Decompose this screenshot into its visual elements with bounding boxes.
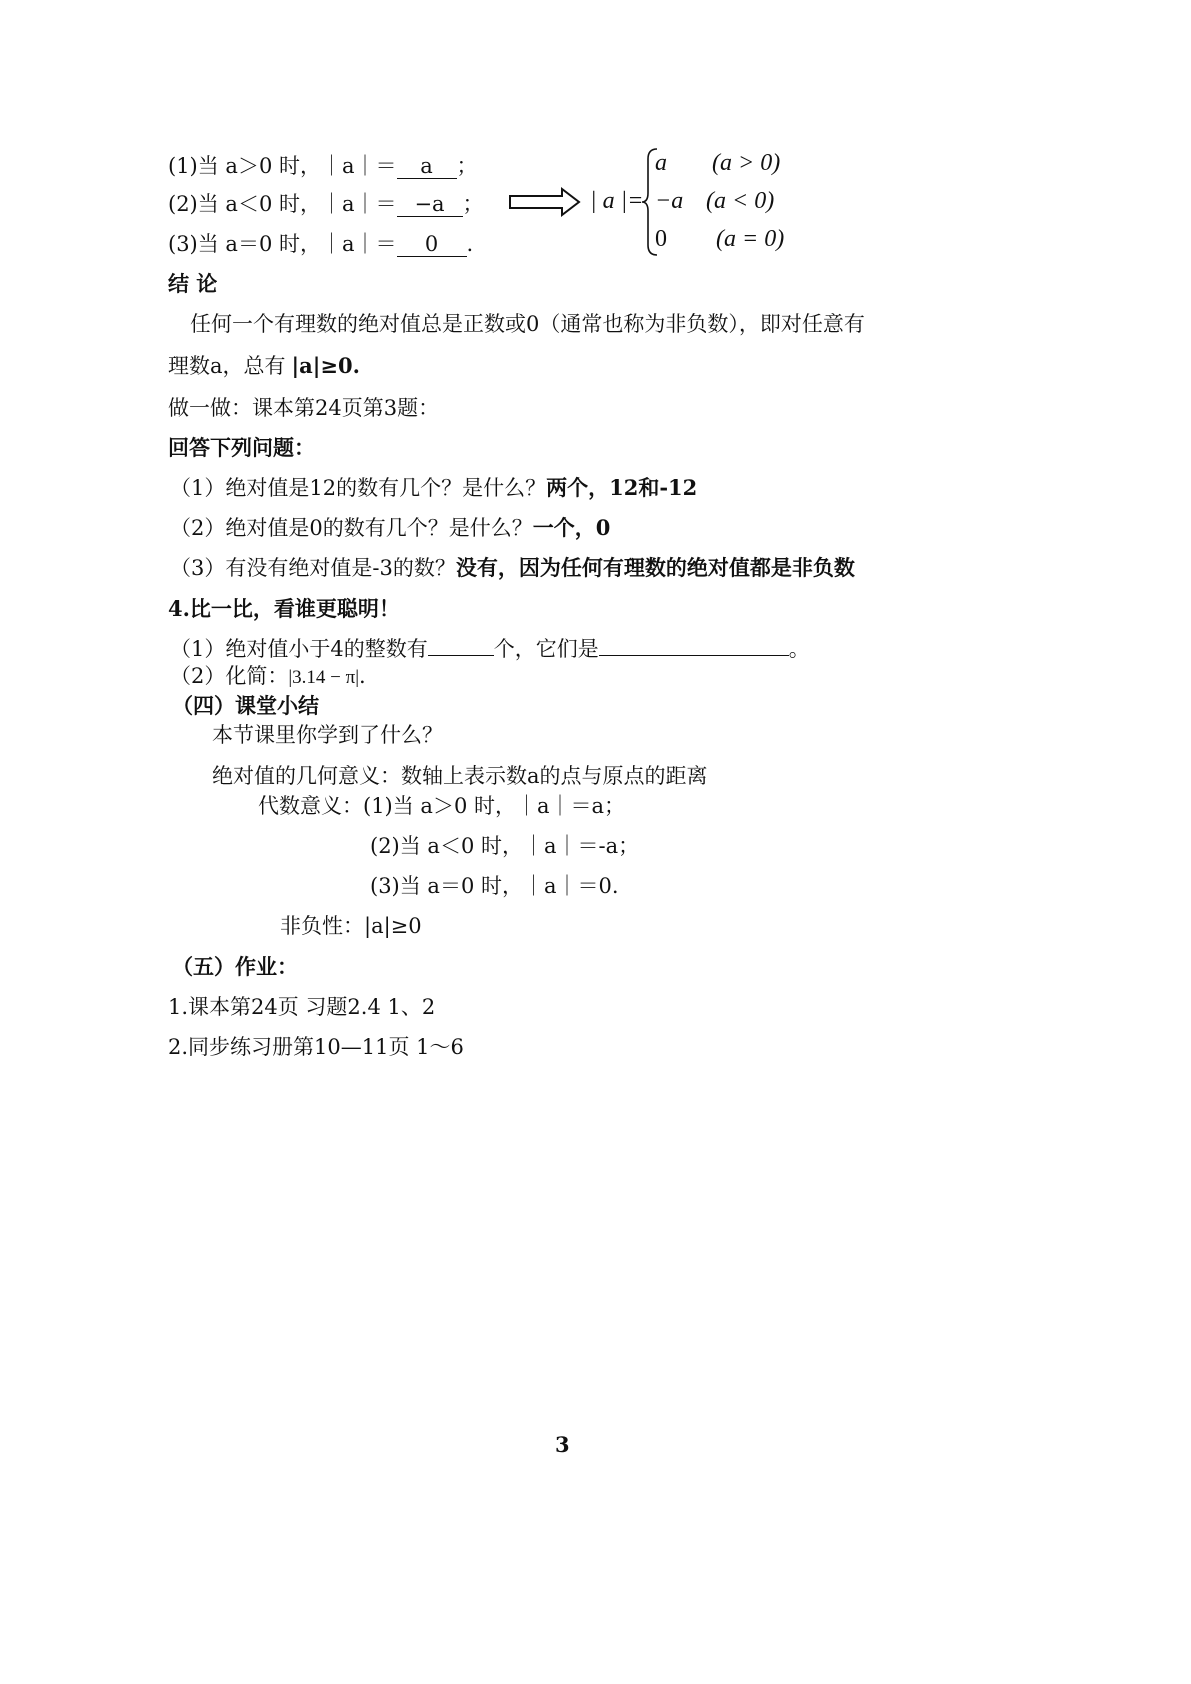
implies-arrow-icon bbox=[508, 187, 582, 217]
qa-question-3: （3）有没有绝对值是-3的数？ bbox=[170, 556, 456, 580]
qa-question-2: （2）绝对值是0的数有几个？是什么？ bbox=[170, 516, 533, 540]
compare-heading: 4.比一比，看谁更聪明！ bbox=[168, 596, 400, 621]
summary-algebraic-3: (3)当 a＝0 时，｜a｜＝0. bbox=[370, 874, 619, 898]
compare-item-2-suffix: . bbox=[359, 664, 366, 688]
summary-geometric: 绝对值的几何意义：数轴上表示数a的点与原点的距离 bbox=[212, 764, 708, 788]
summary-heading: （四）课堂小结 bbox=[172, 693, 319, 718]
case-3-text: (3)当 a＝0 时，｜a｜＝ bbox=[168, 232, 397, 256]
compare-item-1-text-a: （1）绝对值小于4的整数有 bbox=[170, 637, 428, 661]
case-1-suffix: ； bbox=[456, 154, 478, 178]
case-3-answer: 0 bbox=[397, 232, 467, 257]
conclusion-line-2-text: 理数a，总有 bbox=[168, 354, 286, 378]
conclusion-line-1: 任何一个有理数的绝对值总是正数或0（通常也称为非负数），即对任意有 bbox=[190, 312, 865, 336]
qa-heading: 回答下列问题： bbox=[168, 435, 315, 460]
formula-row3-condition: (a = 0) bbox=[716, 226, 785, 252]
case-3 bbox=[168, 228, 473, 258]
compare-blank-count bbox=[428, 655, 494, 656]
conclusion-line-2 bbox=[168, 350, 360, 380]
formula-lhs: | a |= bbox=[590, 188, 644, 214]
case-1-answer: a bbox=[397, 154, 457, 179]
case-1-text: (1)当 a＞0 时，｜a｜＝ bbox=[168, 154, 397, 178]
practice-line: 做一做：课本第24页第3题： bbox=[168, 396, 440, 420]
case-2-text: (2)当 a＜0 时，｜a｜＝ bbox=[168, 192, 397, 216]
qa-question-1: （1）绝对值是12的数有几个？是什么？ bbox=[170, 476, 547, 500]
case-2-answer: −a bbox=[397, 192, 463, 217]
qa-item-3 bbox=[170, 552, 855, 582]
formula-row3-value: 0 bbox=[655, 226, 667, 252]
qa-item-2 bbox=[170, 512, 610, 542]
summary-algebraic-1: 代数意义：(1)当 a＞0 时，｜a｜＝a； bbox=[258, 794, 626, 818]
qa-item-1 bbox=[170, 472, 697, 502]
compare-item-2 bbox=[170, 660, 366, 690]
summary-nonnegativity: 非负性：|a|≥0 bbox=[280, 914, 422, 938]
compare-item-2-text: （2）化简： bbox=[170, 664, 289, 688]
compare-item-2-expression: |3.14 − π| bbox=[288, 667, 360, 688]
case-2 bbox=[168, 188, 484, 218]
formula-row2-value: −a bbox=[655, 188, 684, 214]
compare-item-1 bbox=[170, 633, 810, 663]
conclusion-heading: 结 论 bbox=[168, 271, 218, 296]
formula-row1-condition: (a > 0) bbox=[712, 150, 781, 176]
homework-item-2: 2.同步练习册第10—11页 1～6 bbox=[168, 1035, 464, 1059]
case-2-suffix: ； bbox=[462, 192, 484, 216]
qa-answer-2: 一个，0 bbox=[532, 515, 611, 540]
homework-item-1: 1.课本第24页 习题2.4 1、2 bbox=[168, 995, 436, 1019]
page-number: 3 bbox=[555, 1432, 570, 1457]
qa-answer-3: 没有，因为任何有理数的绝对值都是非负数 bbox=[455, 555, 855, 580]
homework-heading: （五）作业： bbox=[172, 954, 298, 979]
qa-answer-1: 两个，12和-12 bbox=[546, 475, 698, 500]
case-1 bbox=[168, 150, 478, 180]
compare-blank-list bbox=[599, 655, 789, 656]
summary-prompt: 本节课里你学到了什么？ bbox=[212, 723, 443, 747]
case-3-suffix: . bbox=[466, 232, 474, 256]
formula-row1-value: a bbox=[655, 150, 667, 176]
conclusion-line-2-formula: |a|≥0. bbox=[291, 353, 360, 378]
compare-item-1-text-b: 个，它们是 bbox=[493, 637, 599, 661]
compare-item-1-text-c: 。 bbox=[788, 637, 810, 661]
formula-row2-condition: (a < 0) bbox=[706, 188, 775, 214]
summary-algebraic-2: (2)当 a＜0 时，｜a｜＝-a； bbox=[370, 834, 640, 858]
